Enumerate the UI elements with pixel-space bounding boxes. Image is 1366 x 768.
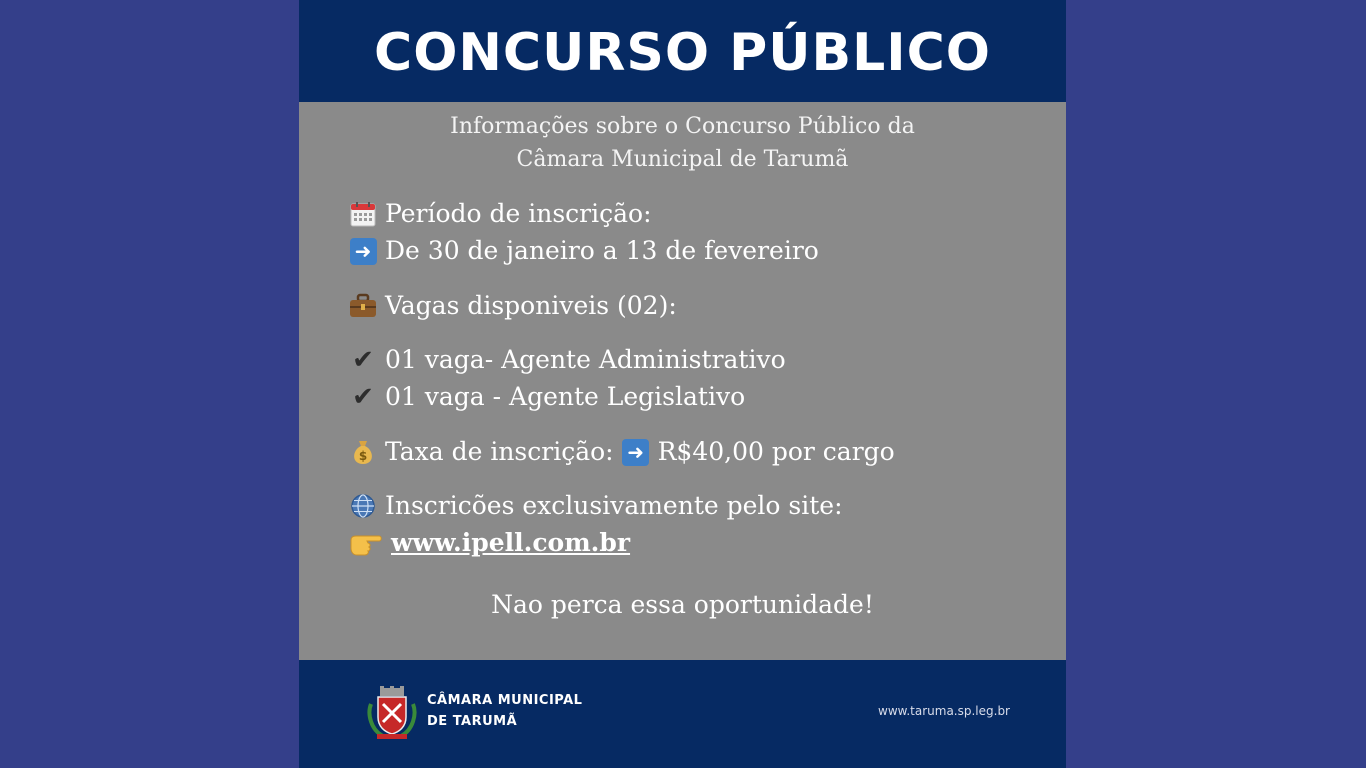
vacancy-item-label: 01 vaga- Agente Administrativo xyxy=(385,345,786,374)
check-icon: ✔ xyxy=(352,345,374,375)
vacancy-item xyxy=(349,343,786,377)
signup-link-row xyxy=(349,526,630,560)
signup-link[interactable]: www.ipell.com.br xyxy=(391,528,631,557)
svg-text:$: $ xyxy=(358,449,368,463)
right-arrow-icon: ➜ xyxy=(349,237,377,265)
vacancy-item xyxy=(349,380,745,414)
footer-org-name-line-2: DE TARUMÃ xyxy=(427,714,518,729)
poster xyxy=(299,0,1066,768)
money-bag-icon xyxy=(349,438,377,466)
fee-row xyxy=(349,435,895,469)
header-banner xyxy=(299,0,1066,102)
intro-line-1: Informações sobre o Concurso Público da xyxy=(450,114,915,139)
footer-org-name xyxy=(427,690,582,732)
footer-org-name-line-1: CÂMARA MUNICIPAL xyxy=(427,693,583,708)
signup-row xyxy=(349,489,843,523)
briefcase-icon xyxy=(349,292,377,320)
page-title: CONCURSO PÚBLICO xyxy=(374,23,991,83)
intro-text xyxy=(299,110,1066,176)
fee-label: Taxa de inscrição: xyxy=(385,437,614,466)
registration-period-row xyxy=(349,197,652,231)
municipal-crest-logo xyxy=(365,684,419,740)
signup-label: Inscricões exclusivamente pelo site: xyxy=(385,491,843,520)
footer-website-link[interactable]: www.taruma.sp.leg.br xyxy=(878,704,1010,718)
registration-period-label: Período de inscrição: xyxy=(385,199,652,228)
globe-icon xyxy=(349,492,377,520)
vacancies-row xyxy=(349,289,677,323)
call-to-action: Nao perca essa oportunidade! xyxy=(491,590,874,619)
pointing-hand-icon xyxy=(349,529,383,557)
registration-dates-row xyxy=(349,234,819,268)
intro-line-2: Câmara Municipal de Tarumã xyxy=(516,147,849,172)
footer xyxy=(299,660,1066,768)
calendar-icon xyxy=(349,200,377,228)
vacancy-item-label: 01 vaga - Agente Legislativo xyxy=(385,382,746,411)
fee-value: R$40,00 por cargo xyxy=(657,437,895,466)
right-arrow-icon: ➜ xyxy=(622,438,650,466)
vacancies-label: Vagas disponiveis (02): xyxy=(385,291,677,320)
registration-dates: De 30 de janeiro a 13 de fevereiro xyxy=(385,236,819,265)
check-icon: ✔ xyxy=(352,382,374,412)
